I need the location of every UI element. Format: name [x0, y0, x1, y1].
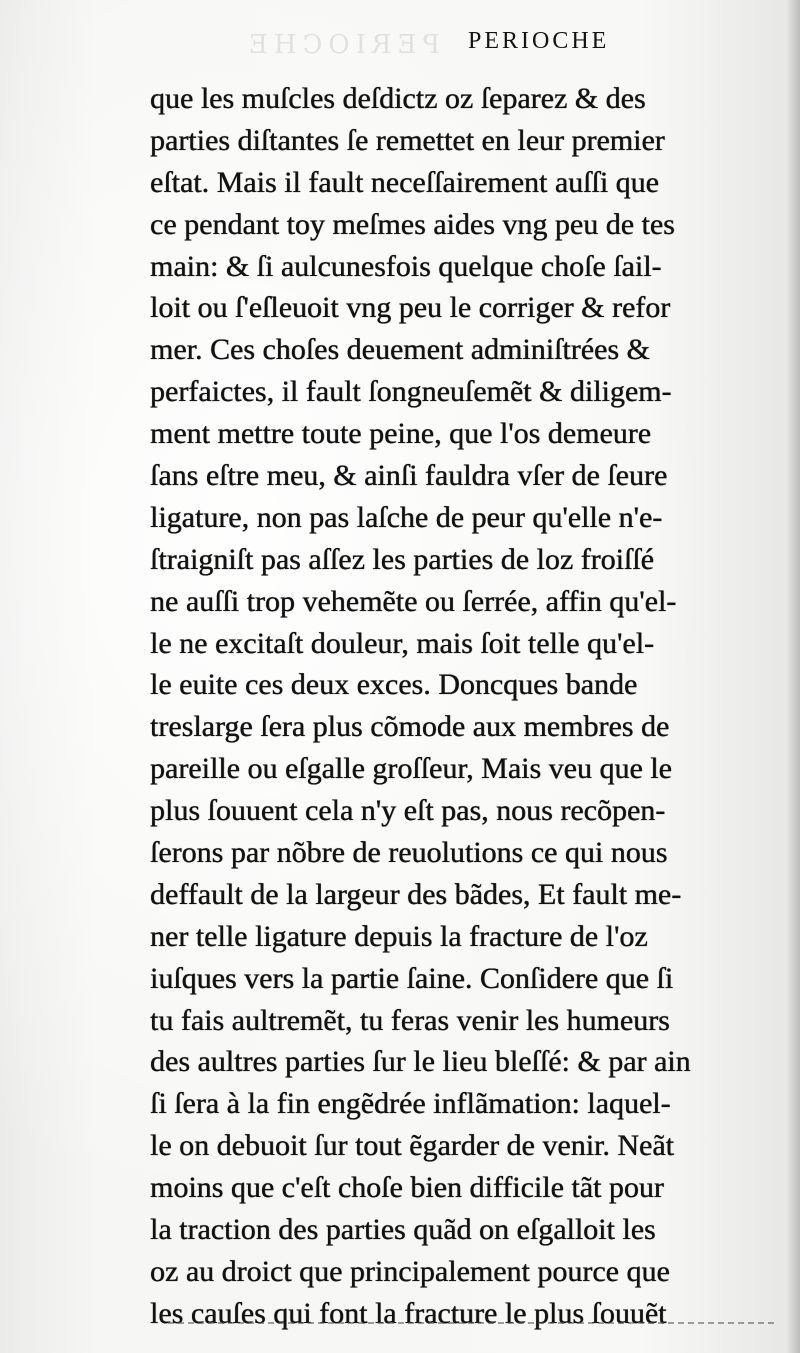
text-line: ne auſſi trop vehemẽte ou ſerrée, affin qu'el-	[150, 584, 677, 618]
text-line: pareille ou eſgalle groſſeur, Mais veu que le	[150, 752, 672, 786]
text-line: ſi ſera à la fin engẽdrée inflãmation: laquel-	[150, 1087, 671, 1121]
running-head: PERIOCHE	[468, 28, 610, 54]
show-through-text: PERIOCHE	[242, 30, 440, 60]
text-line: le euite ces deux exces. Doncques bande	[150, 668, 638, 702]
text-line: loit ou ſ'eſleuoit vng peu le corriger & refor	[150, 291, 671, 325]
text-line: eſtat. Mais il fault neceſſairement auſſi que	[150, 165, 659, 199]
text-line: le ne excitaſt douleur, mais ſoit telle qu'el-	[150, 626, 655, 660]
text-line: treslarge ſera plus cõmode aux membres de	[150, 710, 670, 744]
text-line: ſtraigniſt pas aſſez les parties de loz froiſſé	[150, 542, 654, 576]
text-line: ce pendant toy meſmes aides vng peu de tes	[150, 207, 675, 241]
text-line: que les muſcles deſdictz oz ſeparez & des	[150, 82, 646, 115]
text-line: ſerons par nõbre de reuolutions ce qui nous	[150, 836, 668, 870]
text-block	[150, 78, 778, 1335]
text-line: moins que c'eſt choſe bien difficile tãt pour	[150, 1171, 664, 1205]
text-line: les cauſes qui font la fracture le plus ſouuẽt	[150, 1296, 667, 1330]
text-line: plus ſouuent cela n'y eſt pas, nous recõpen-	[150, 794, 666, 828]
text-line: main: & ſi aulcunesfois quelque choſe ſail-	[150, 249, 662, 283]
text-line: parties diſtantes ſe remettet en leur premier	[150, 123, 665, 157]
text-line: mer. Ces choſes deuement adminiſtrées &	[150, 333, 650, 367]
bottom-rule	[168, 1322, 774, 1324]
text-line: tu fais aultremẽt, tu feras venir les humeurs	[150, 1003, 670, 1037]
text-line: iuſques vers la partie ſaine. Conſidere que ſi	[150, 961, 674, 995]
text-line: ligature, non pas laſche de peur qu'elle n'e-	[150, 500, 663, 534]
text-line: ner telle ligature depuis la fracture de l'oz	[150, 919, 648, 953]
text-line: deffault de la largeur des bãdes, Et fault me-	[150, 877, 682, 911]
text-line: la traction des parties quãd on eſgalloit les	[150, 1213, 656, 1247]
text-line: des aultres parties ſur le lieu bleſſé: & par ain	[150, 1045, 691, 1079]
text-line: oz au droict que principalement pource que	[150, 1254, 670, 1288]
text-line: le on debuoit ſur tout ẽgarder de venir. Neãt	[150, 1129, 674, 1163]
page-edge-shadow	[786, 0, 800, 1353]
text-line: ſans eſtre meu, & ainſi fauldra vſer de ſeure	[150, 459, 668, 493]
text-line: perfaictes, il fault ſongneuſemẽt & diligem-	[150, 375, 672, 409]
text-line: ment mettre toute peine, que l'os demeure	[150, 417, 652, 451]
